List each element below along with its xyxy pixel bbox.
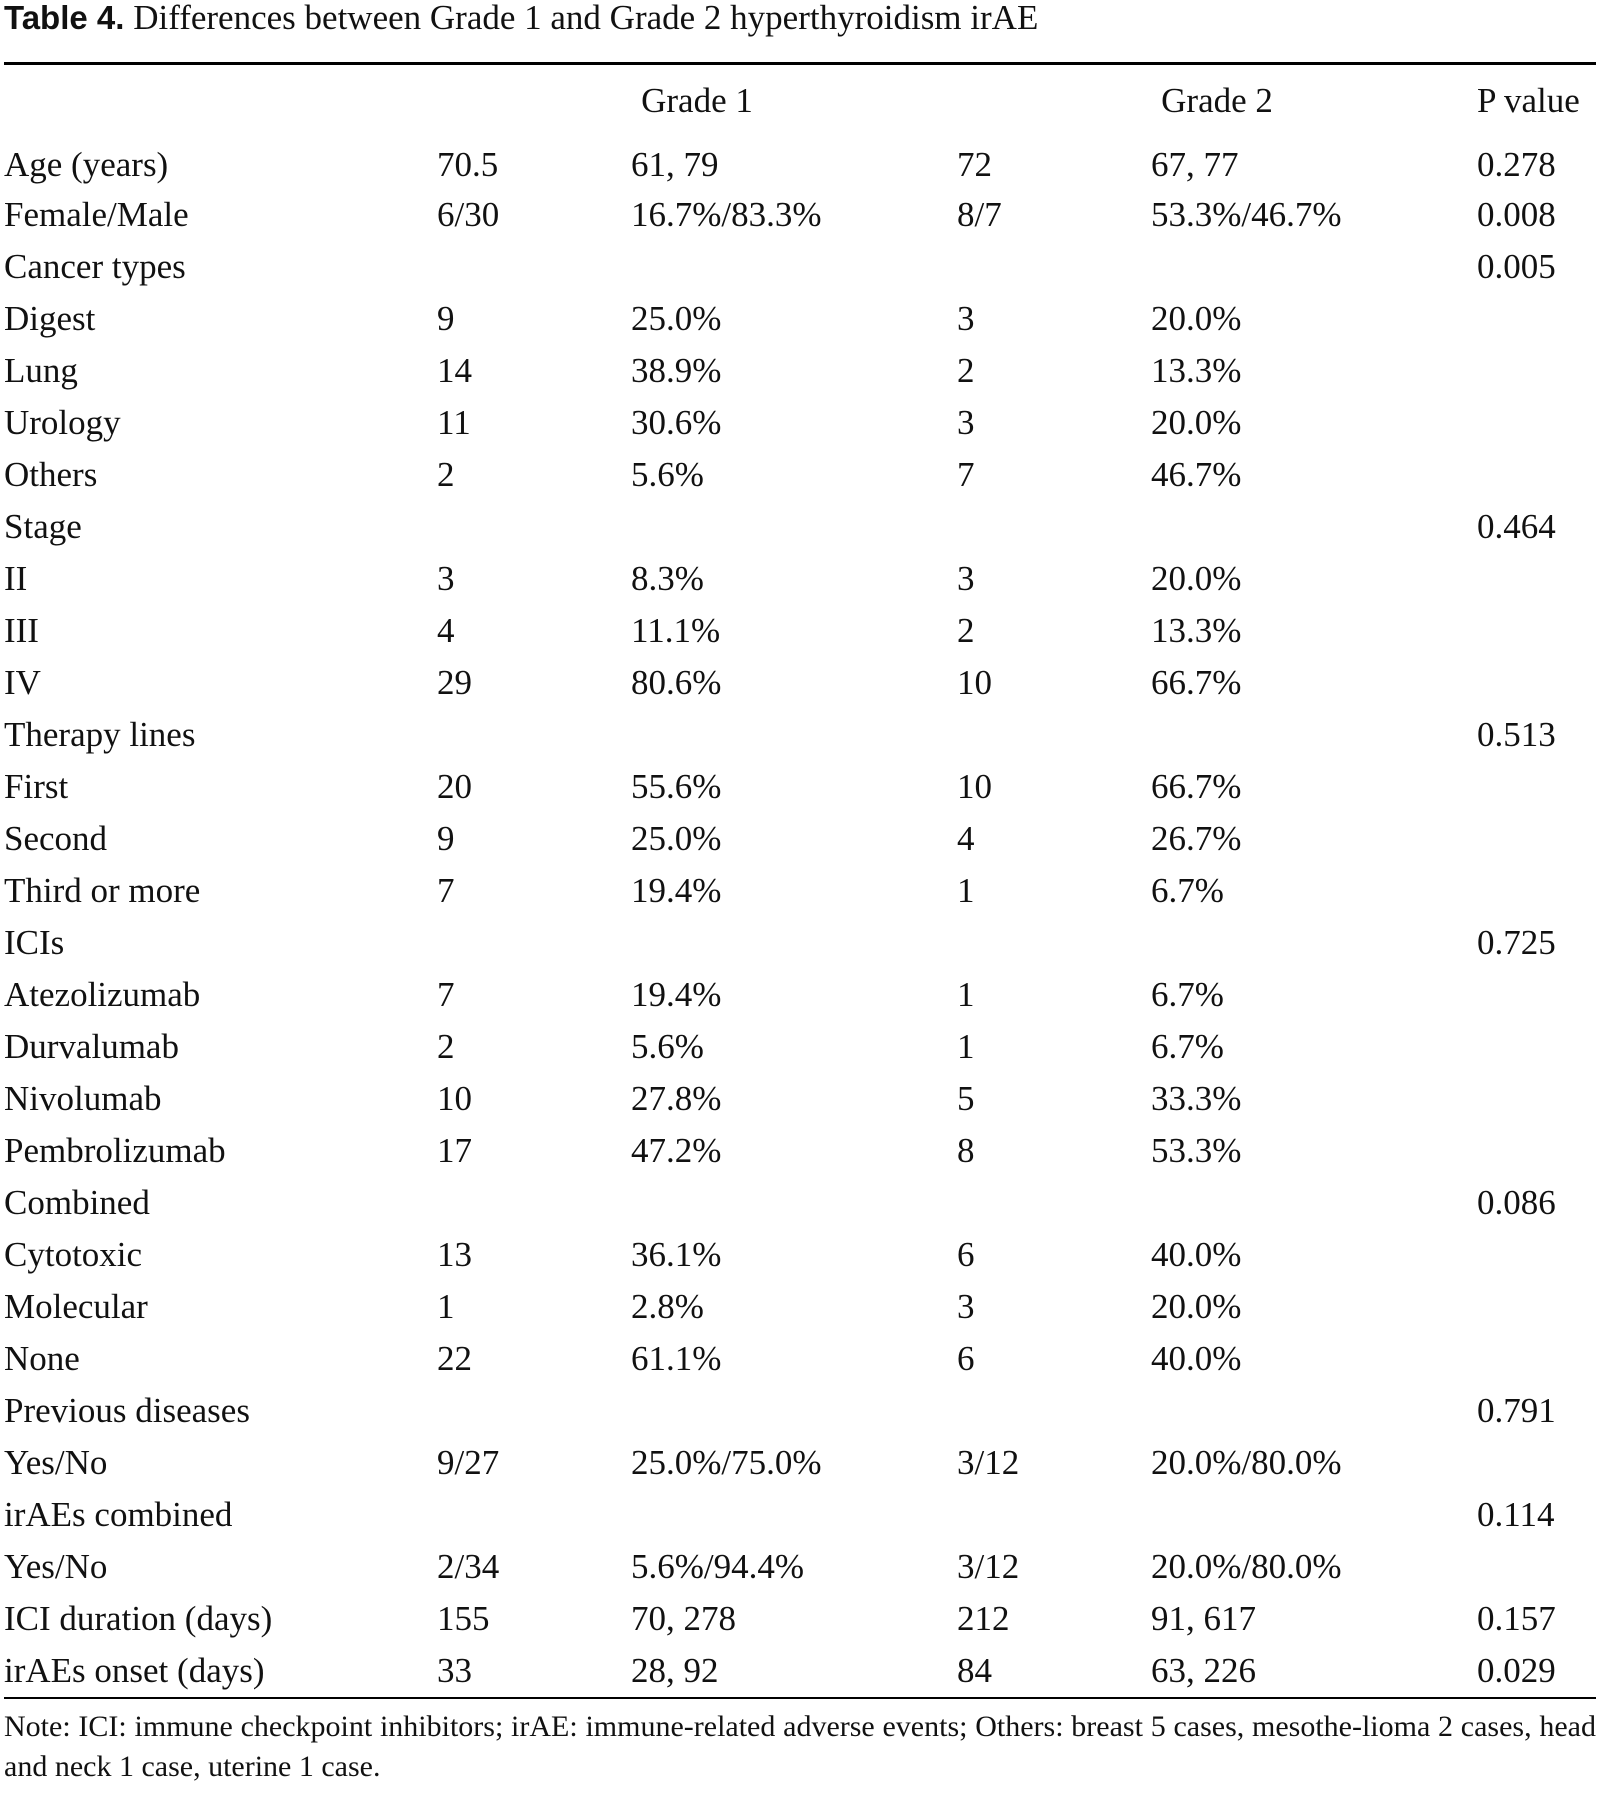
table-row [4,1125,1596,1177]
row-label: Molecular [4,1287,148,1326]
row-label: Age (years) [4,145,169,184]
grade2-count: 10 [957,663,993,702]
table-row [4,761,1596,813]
row-label: None [4,1339,80,1378]
row-label: Previous diseases [4,1391,250,1430]
grade2-percent [1151,917,1477,969]
table-row [4,1385,1596,1437]
grade1-percent: 25.0%/75.0% [631,1443,822,1482]
grade1-count: 2 [437,1027,455,1066]
table-row [4,241,1596,293]
grade2-percent: 67, 77 [1151,145,1239,184]
table-row [4,1281,1596,1333]
row-label: Female/Male [4,195,189,234]
p-value: 0.791 [1477,1391,1556,1430]
table-row [4,1021,1596,1073]
row-label: II [4,559,28,598]
grade2-count: 4 [957,819,975,858]
grade2-count: 8/7 [957,195,1002,234]
grade2-count [957,917,1151,969]
grade2-percent: 66.7% [1151,663,1242,702]
table-row [4,657,1596,709]
header-blank [4,65,437,137]
grade1-count: 22 [437,1339,472,1378]
grade1-percent: 19.4% [631,975,722,1014]
grade2-count: 5 [957,1079,975,1118]
grade1-percent: 25.0% [631,819,722,858]
grade2-percent: 33.3% [1151,1079,1242,1118]
grade1-count: 2 [437,455,455,494]
grade2-count: 3 [957,1287,975,1326]
p-value [1477,605,1596,657]
p-value [1477,345,1596,397]
row-label: IV [4,663,41,702]
table-row [4,1333,1596,1385]
grade2-count: 84 [957,1651,993,1690]
table-row [4,189,1596,241]
p-value [1477,553,1596,605]
grade1-count: 10 [437,1079,472,1118]
row-label: Cytotoxic [4,1235,143,1274]
row-label: Digest [4,299,96,338]
grade1-count: 9 [437,299,455,338]
row-label: Third or more [4,871,201,910]
grade1-percent: 70, 278 [631,1599,736,1638]
row-label: irAEs onset (days) [4,1651,265,1690]
grade2-percent: 20.0% [1151,403,1242,442]
p-value [1477,1021,1596,1073]
grade1-percent: 11.1% [631,611,721,650]
grade1-count: 6/30 [437,195,500,234]
grade1-count [437,709,631,761]
row-label: III [4,611,39,650]
grade2-percent: 20.0%/80.0% [1151,1443,1342,1482]
grade2-percent [1151,1489,1477,1541]
grade1-percent: 19.4% [631,871,722,910]
grade2-percent [1151,1177,1477,1229]
grade1-percent [631,709,957,761]
p-value [1477,293,1596,345]
grade2-count [957,709,1151,761]
table-row [4,1593,1596,1645]
table-row [4,397,1596,449]
grade1-percent [631,1489,957,1541]
grade1-percent: 55.6% [631,767,722,806]
grade1-count: 9/27 [437,1443,500,1482]
row-label: ICIs [4,923,65,962]
grade1-percent: 8.3% [631,559,704,598]
grade1-percent: 2.8% [631,1287,704,1326]
header-grade1: Grade 1 [641,81,753,120]
table-row [4,709,1596,761]
grade2-count: 6 [957,1339,975,1378]
grade1-percent: 61, 79 [631,145,719,184]
header-grade2: Grade 2 [1161,81,1273,120]
grade2-percent: 40.0% [1151,1339,1242,1378]
grade2-count [957,241,1151,293]
grade1-count [437,241,631,293]
p-value [1477,813,1596,865]
row-label: irAEs combined [4,1495,233,1534]
grade2-percent [1151,501,1477,553]
grade2-count [957,501,1151,553]
p-value: 0.114 [1477,1495,1555,1534]
grade2-count: 6 [957,1235,975,1274]
p-value [1477,761,1596,813]
grade1-percent: 47.2% [631,1131,722,1170]
grade1-count [437,1489,631,1541]
row-label: Pembrolizumab [4,1131,226,1170]
grade1-percent [631,241,957,293]
grade2-count: 2 [957,611,975,650]
p-value: 0.008 [1477,195,1556,234]
grade2-percent: 20.0% [1151,1287,1242,1326]
row-label: Combined [4,1183,150,1222]
grade1-percent [631,1177,957,1229]
grade2-percent: 13.3% [1151,351,1242,390]
grade2-count [957,1489,1151,1541]
p-value [1477,1073,1596,1125]
grade1-percent: 16.7%/83.3% [631,195,822,234]
grade1-percent: 36.1% [631,1235,722,1274]
p-value: 0.157 [1477,1599,1556,1638]
row-label: Lung [4,351,78,390]
grade1-percent: 5.6% [631,455,704,494]
table-row [4,137,1596,189]
grade2-percent: 53.3%/46.7% [1151,195,1342,234]
table-caption [4,0,1596,40]
grade2-count [957,1385,1151,1437]
p-value: 0.464 [1477,507,1556,546]
grade1-count [437,501,631,553]
grade1-count: 33 [437,1651,472,1690]
table-row [4,1073,1596,1125]
grade1-count: 17 [437,1131,472,1170]
table-row [4,917,1596,969]
grade1-percent [631,1385,957,1437]
p-value [1477,1281,1596,1333]
p-value: 0.029 [1477,1651,1556,1690]
table-row [4,293,1596,345]
grade2-percent: 91, 617 [1151,1599,1257,1638]
grade1-count: 14 [437,351,472,390]
grade2-percent: 6.7% [1151,871,1224,910]
grade1-percent: 30.6% [631,403,722,442]
p-value [1477,969,1596,1021]
p-value [1477,1541,1596,1593]
row-label: Durvalumab [4,1027,179,1066]
table-row [4,1645,1596,1697]
grade1-count: 70.5 [437,145,499,184]
grade1-percent: 5.6%/94.4% [631,1547,805,1586]
p-value [1477,657,1596,709]
p-value [1477,1333,1596,1385]
table-row [4,1177,1596,1229]
table-figure [4,0,1596,1787]
table-row [4,605,1596,657]
table-body [4,137,1596,1697]
p-value: 0.278 [1477,145,1556,184]
table-row [4,1489,1596,1541]
grade1-percent: 25.0% [631,299,722,338]
grade2-percent: 20.0% [1151,299,1242,338]
table-title: Differences between Grade 1 and Grade 2 hyperthyroidism irAE [133,0,1039,37]
grade2-percent: 40.0% [1151,1235,1242,1274]
table-row [4,865,1596,917]
grade2-percent: 20.0%/80.0% [1151,1547,1342,1586]
row-label: Yes/No [4,1443,108,1482]
table-row [4,969,1596,1021]
p-value: 0.513 [1477,715,1556,754]
row-label: Stage [4,507,82,546]
grade2-percent: 63, 226 [1151,1651,1257,1690]
table-row [4,1541,1596,1593]
row-label: ICI duration (days) [4,1599,273,1638]
row-label: Therapy lines [4,715,196,754]
table-note: Note: ICI: immune checkpoint inhibitors; irAE: immune-related adverse events; Others: breast 5 cases, mesothe-lioma 2 cases, head and neck 1 case, uterine 1 case. [4,1710,1596,1783]
row-label: Yes/No [4,1547,108,1586]
header-row [4,65,1596,137]
grade1-count: 4 [437,611,455,650]
grade2-percent: 6.7% [1151,1027,1224,1066]
grade2-count: 1 [957,871,975,910]
grade2-count: 8 [957,1131,975,1170]
grade1-percent: 38.9% [631,351,722,390]
grade1-count: 155 [437,1599,490,1638]
grade1-count: 11 [437,403,471,442]
grade2-percent: 46.7% [1151,455,1242,494]
grade2-percent: 13.3% [1151,611,1242,650]
grade2-count [957,1177,1151,1229]
grade2-count: 3/12 [957,1547,1020,1586]
table-row [4,501,1596,553]
table-row [4,449,1596,501]
row-label: Others [4,455,98,494]
p-value: 0.725 [1477,923,1556,962]
table-row [4,1437,1596,1489]
grade2-count: 212 [957,1599,1010,1638]
grade1-count: 1 [437,1287,455,1326]
table-number: Table 4. [4,0,125,36]
grade1-count: 13 [437,1235,472,1274]
grade2-percent [1151,709,1477,761]
row-label: Nivolumab [4,1079,162,1118]
grade2-count: 10 [957,767,993,806]
grade2-count: 72 [957,145,993,184]
grade1-count [437,1385,631,1437]
row-label: Urology [4,403,121,442]
grade1-count: 7 [437,975,455,1014]
p-value [1477,449,1596,501]
grade2-count: 1 [957,975,975,1014]
row-label: Cancer types [4,247,186,286]
table-row [4,553,1596,605]
row-label: Atezolizumab [4,975,201,1014]
table-row [4,345,1596,397]
grade2-count: 1 [957,1027,975,1066]
grade1-percent [631,501,957,553]
grade1-count: 7 [437,871,455,910]
p-value: 0.086 [1477,1183,1556,1222]
grade2-count: 3 [957,403,975,442]
grade1-count [437,1177,631,1229]
grade2-count: 3/12 [957,1443,1020,1482]
p-value [1477,865,1596,917]
grade1-percent: 80.6% [631,663,722,702]
header-pvalue: P value [1477,81,1580,120]
grade1-count: 29 [437,663,472,702]
grade1-percent: 27.8% [631,1079,722,1118]
p-value [1477,397,1596,449]
row-label: First [4,767,69,806]
grade1-percent [631,917,957,969]
grade1-percent: 28, 92 [631,1651,719,1690]
row-label: Second [4,819,108,858]
grade1-percent: 61.1% [631,1339,722,1378]
grade2-count: 3 [957,299,975,338]
grade2-count: 7 [957,455,975,494]
p-value [1477,1229,1596,1281]
p-value [1477,1437,1596,1489]
grade2-count: 3 [957,559,975,598]
grade2-percent: 26.7% [1151,819,1242,858]
grade2-percent: 66.7% [1151,767,1242,806]
p-value: 0.005 [1477,247,1556,286]
grade2-percent [1151,241,1477,293]
table-row [4,1229,1596,1281]
grade1-percent: 5.6% [631,1027,704,1066]
grade2-percent: 53.3% [1151,1131,1242,1170]
grade1-count: 2/34 [437,1547,500,1586]
table-row [4,813,1596,865]
grade2-percent: 20.0% [1151,559,1242,598]
grade2-percent: 6.7% [1151,975,1224,1014]
grade1-count: 3 [437,559,455,598]
grade2-percent [1151,1385,1477,1437]
grade1-count [437,917,631,969]
p-value [1477,1125,1596,1177]
grade1-count: 9 [437,819,455,858]
grade2-count: 2 [957,351,975,390]
grade1-count: 20 [437,767,472,806]
data-table [4,65,1596,1697]
